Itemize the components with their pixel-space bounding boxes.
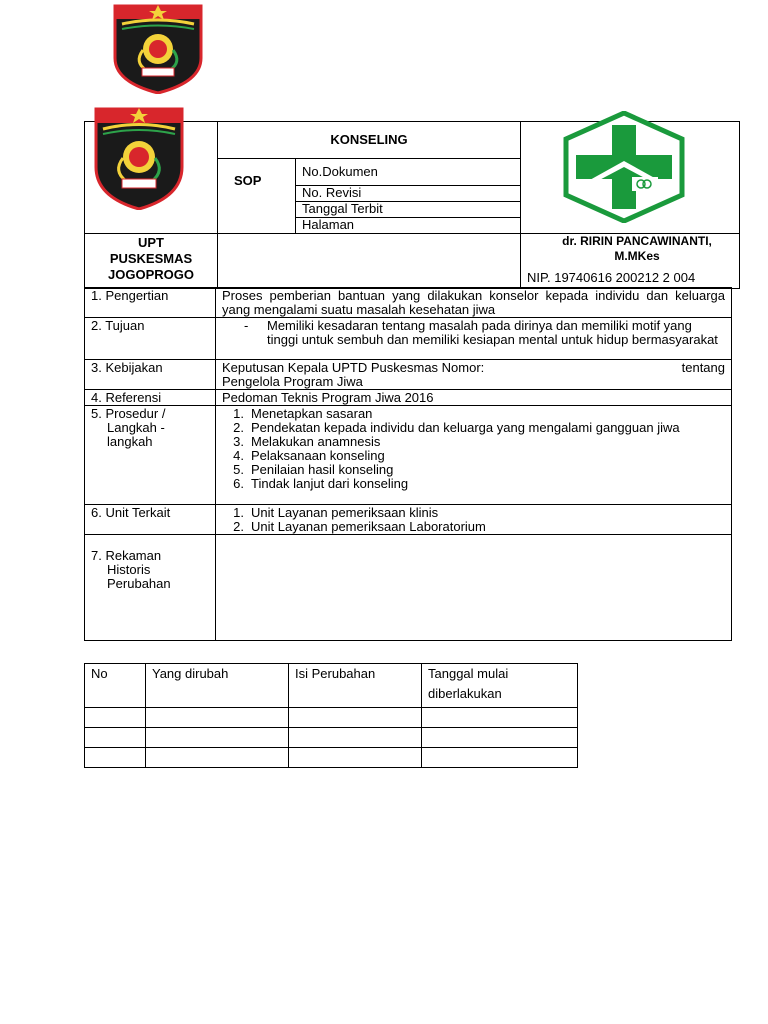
doc-field-tanggal-terbit: Tanggal Terbit [296, 202, 521, 218]
tujuan-item [222, 319, 725, 347]
changelog-cell [422, 708, 578, 728]
signer-name: dr. RIRIN PANCAWINANTI, M.MKes [562, 234, 712, 263]
signer-cell [521, 234, 740, 289]
org-name-line: PUSKESMAS [109, 251, 193, 266]
label-prosedur-line: Langkah - [107, 420, 165, 435]
changelog-cell [146, 748, 289, 768]
sop-content-table [84, 287, 732, 641]
puskesmas-logo-cell [521, 122, 740, 234]
kebijakan-line2: Pengelola Program Jiwa [222, 374, 363, 389]
prosedur-step: 2. Pendekatan kepada individu dan keluarga yang mengalami gangguan jiwa [233, 420, 680, 435]
changelog-cell [85, 708, 146, 728]
changelog-cell [85, 728, 146, 748]
changelog-header-tanggal: Tanggal mulai diberlakukan [422, 664, 578, 708]
changelog-cell [289, 728, 422, 748]
unit-terkait-items [216, 505, 732, 535]
prosedur-step: 3. Melakukan anamnesis [233, 434, 381, 449]
signer-nip: NIP. 19740616 200212 2 004 [527, 270, 696, 285]
text-pengertian: Proses pemberian bantuan yang dilakukan konselor kepada individu dan keluarga yang mengalami suatu masalah kesehatan jiwa [216, 288, 732, 318]
label-pengertian: 1. Pengertian [85, 288, 216, 318]
top-emblem-logo [112, 2, 204, 99]
prosedur-step: 4. Pelaksanaan konseling [233, 448, 385, 463]
label-rekaman-line: 7. Rekaman [91, 548, 162, 563]
changelog-cell [422, 748, 578, 768]
changelog-header-no: No [85, 664, 146, 708]
changelog-cell [85, 748, 146, 768]
doc-field-no-revisi: No. Revisi [296, 186, 521, 202]
text-kebijakan-cell [216, 360, 732, 390]
kebijakan-tentang: tentang [681, 360, 725, 375]
org-name-line: UPT [138, 235, 164, 250]
doc-field-halaman: Halaman [296, 218, 521, 234]
changelog-cell [146, 728, 289, 748]
sop-title: KONSELING [218, 122, 521, 159]
changelog-cell [422, 728, 578, 748]
blank-header-cell [218, 234, 521, 289]
prosedur-step: 5. Penilaian hasil konseling [233, 462, 394, 477]
org-name-line: JOGOPROGO [108, 267, 194, 282]
sop-label: SOP [218, 159, 296, 234]
changelog-table [84, 663, 578, 768]
header-emblem-logo [93, 105, 225, 213]
changelog-cell [289, 708, 422, 728]
rekaman-blank-cell [216, 535, 732, 641]
label-prosedur-line: langkah [107, 434, 153, 449]
prosedur-step: 1. Menetapkan sasaran [233, 406, 373, 421]
tujuan-text: Memiliki kesadaran tentang masalah pada dirinya dan memiliki motif yang tinggi untuk sembuh dan memiliki kesiapan mental untuk hidup bermasyarakat [267, 318, 718, 347]
label-rekaman-line: Perubahan [107, 576, 171, 591]
label-referensi: 4. Referensi [85, 390, 216, 406]
text-referensi: Pedoman Teknis Program Jiwa 2016 [216, 390, 732, 406]
puskesmas-logo-icon [562, 111, 739, 226]
label-unit-terkait: 6. Unit Terkait [85, 505, 216, 535]
label-tujuan: 2. Tujuan [85, 318, 216, 360]
label-rekaman-line: Historis [107, 562, 151, 577]
unit-terkait-item: 2. Unit Layanan pemeriksaan Laboratorium [233, 519, 486, 534]
unit-terkait-item: 1. Unit Layanan pemeriksaan klinis [233, 505, 439, 520]
changelog-cell [289, 748, 422, 768]
text-tujuan-cell [216, 318, 732, 360]
label-kebijakan: 3. Kebijakan [85, 360, 216, 390]
label-prosedur-line: 5. Prosedur / [91, 406, 166, 421]
changelog-header-dirubah: Yang dirubah [146, 664, 289, 708]
kebijakan-text: Keputusan Kepala UPTD Puskesmas Nomor: [222, 360, 485, 375]
changelog-header-isi: Isi Perubahan [289, 664, 422, 708]
tujuan-bullet: - [244, 318, 249, 333]
prosedur-step: 6. Tindak lanjut dari konseling [233, 476, 409, 491]
doc-field-no-dokumen: No.Dokumen [296, 159, 521, 186]
org-name [85, 234, 218, 289]
changelog-cell [146, 708, 289, 728]
prosedur-steps [216, 406, 732, 505]
label-rekaman [85, 535, 216, 641]
sop-header-table [84, 121, 740, 289]
header-logo-cell [85, 122, 218, 234]
label-prosedur [85, 406, 216, 505]
